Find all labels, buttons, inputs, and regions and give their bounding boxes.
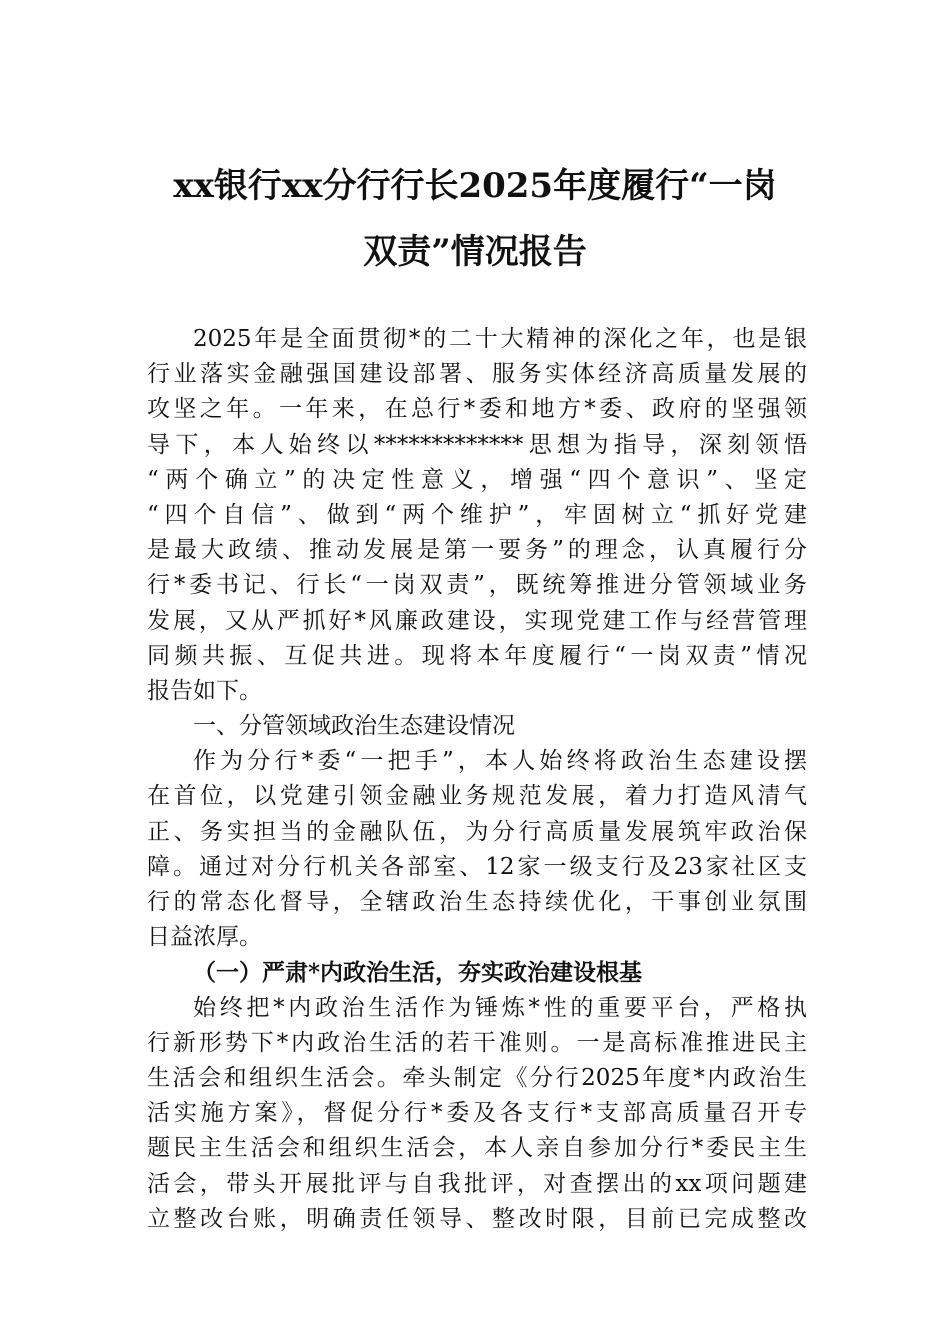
text-line: 题民主生活会和组织生活会，本人亲自参加分行*委民主生	[147, 1135, 807, 1162]
text-line: 导下，本人始终以*************思想为指导，深刻领悟	[147, 431, 807, 458]
paragraph-intro	[147, 322, 807, 709]
text-line: 作为分行*委“一把手”，本人始终将政治生态建设摆	[193, 748, 807, 775]
text-line: 日益浓厚。	[147, 924, 262, 951]
document-title-line1: xx银行xx分行行长2025年度履行“一岗	[173, 166, 777, 206]
paragraph-party-life	[147, 991, 807, 1237]
text-line: 在首位，以党建引领金融业务规范发展，着力打造风清气	[147, 783, 807, 810]
text-line: 同频共振、互促共进。现将本年度履行“一岗双责”情况	[147, 642, 807, 669]
text-line: “四个自信”、做到“两个维护”，牢固树立“抓好党建	[147, 501, 807, 528]
text-line: 行新形势下*内政治生活的若干准则。一是高标准推进民主	[147, 1029, 807, 1056]
text-line: 活实施方案》，督促分行*委及各支行*支部高质量召开专	[147, 1100, 807, 1127]
text-line: 报告如下。	[147, 677, 262, 704]
document-title-line2: 双责”情况报告	[363, 232, 587, 272]
text-line: 是最大政绩、推动发展是第一要务”的理念，认真履行分	[147, 537, 807, 564]
text-line: 2025年是全面贯彻*的二十大精神的深化之年，也是银	[193, 326, 807, 352]
text-line: 行*委书记、行长“一岗双责”，既统筹推进分管领域业务	[147, 572, 807, 599]
text-line: “两个确立”的决定性意义，增强“四个意识”、坚定	[147, 466, 807, 493]
document-body	[147, 322, 807, 1237]
text-line: 行业落实金融强国建设部署、服务实体经济高质量发展的	[147, 361, 807, 388]
text-line: 活会，带头开展批评与自我批评，对查摆出的xx项问题建	[147, 1170, 807, 1197]
text-line: 攻坚之年。一年来，在总行*委和地方*委、政府的坚强领	[147, 396, 807, 423]
text-line: 障。通过对分行机关各部室、12家一级支行及23家社区支	[147, 853, 807, 880]
section-heading: 一、分管领域政治生态建设情况	[193, 713, 515, 740]
text-line: 立整改台账，明确责任领导、整改时限，目前已完成整改	[147, 1205, 807, 1232]
text-line: 始终把*内政治生活作为锤炼*性的重要平台，严格执	[193, 994, 807, 1021]
subsection-heading: （一）严肃*内政治生活，夯实政治建设根基	[193, 959, 643, 987]
text-line: 正、务实担当的金融队伍，为分行高质量发展筑牢政治保	[147, 818, 807, 845]
text-line: 发展，又从严抓好*风廉政建设，实现党建工作与经营管理	[147, 607, 807, 634]
text-line: 生活会和组织生活会。牵头制定《分行2025年度*内政治生	[147, 1064, 807, 1091]
text-line: 行的常态化督导，全辖政治生态持续优化，干事创业氛围	[147, 889, 807, 915]
paragraph-political-ecology	[147, 744, 807, 955]
